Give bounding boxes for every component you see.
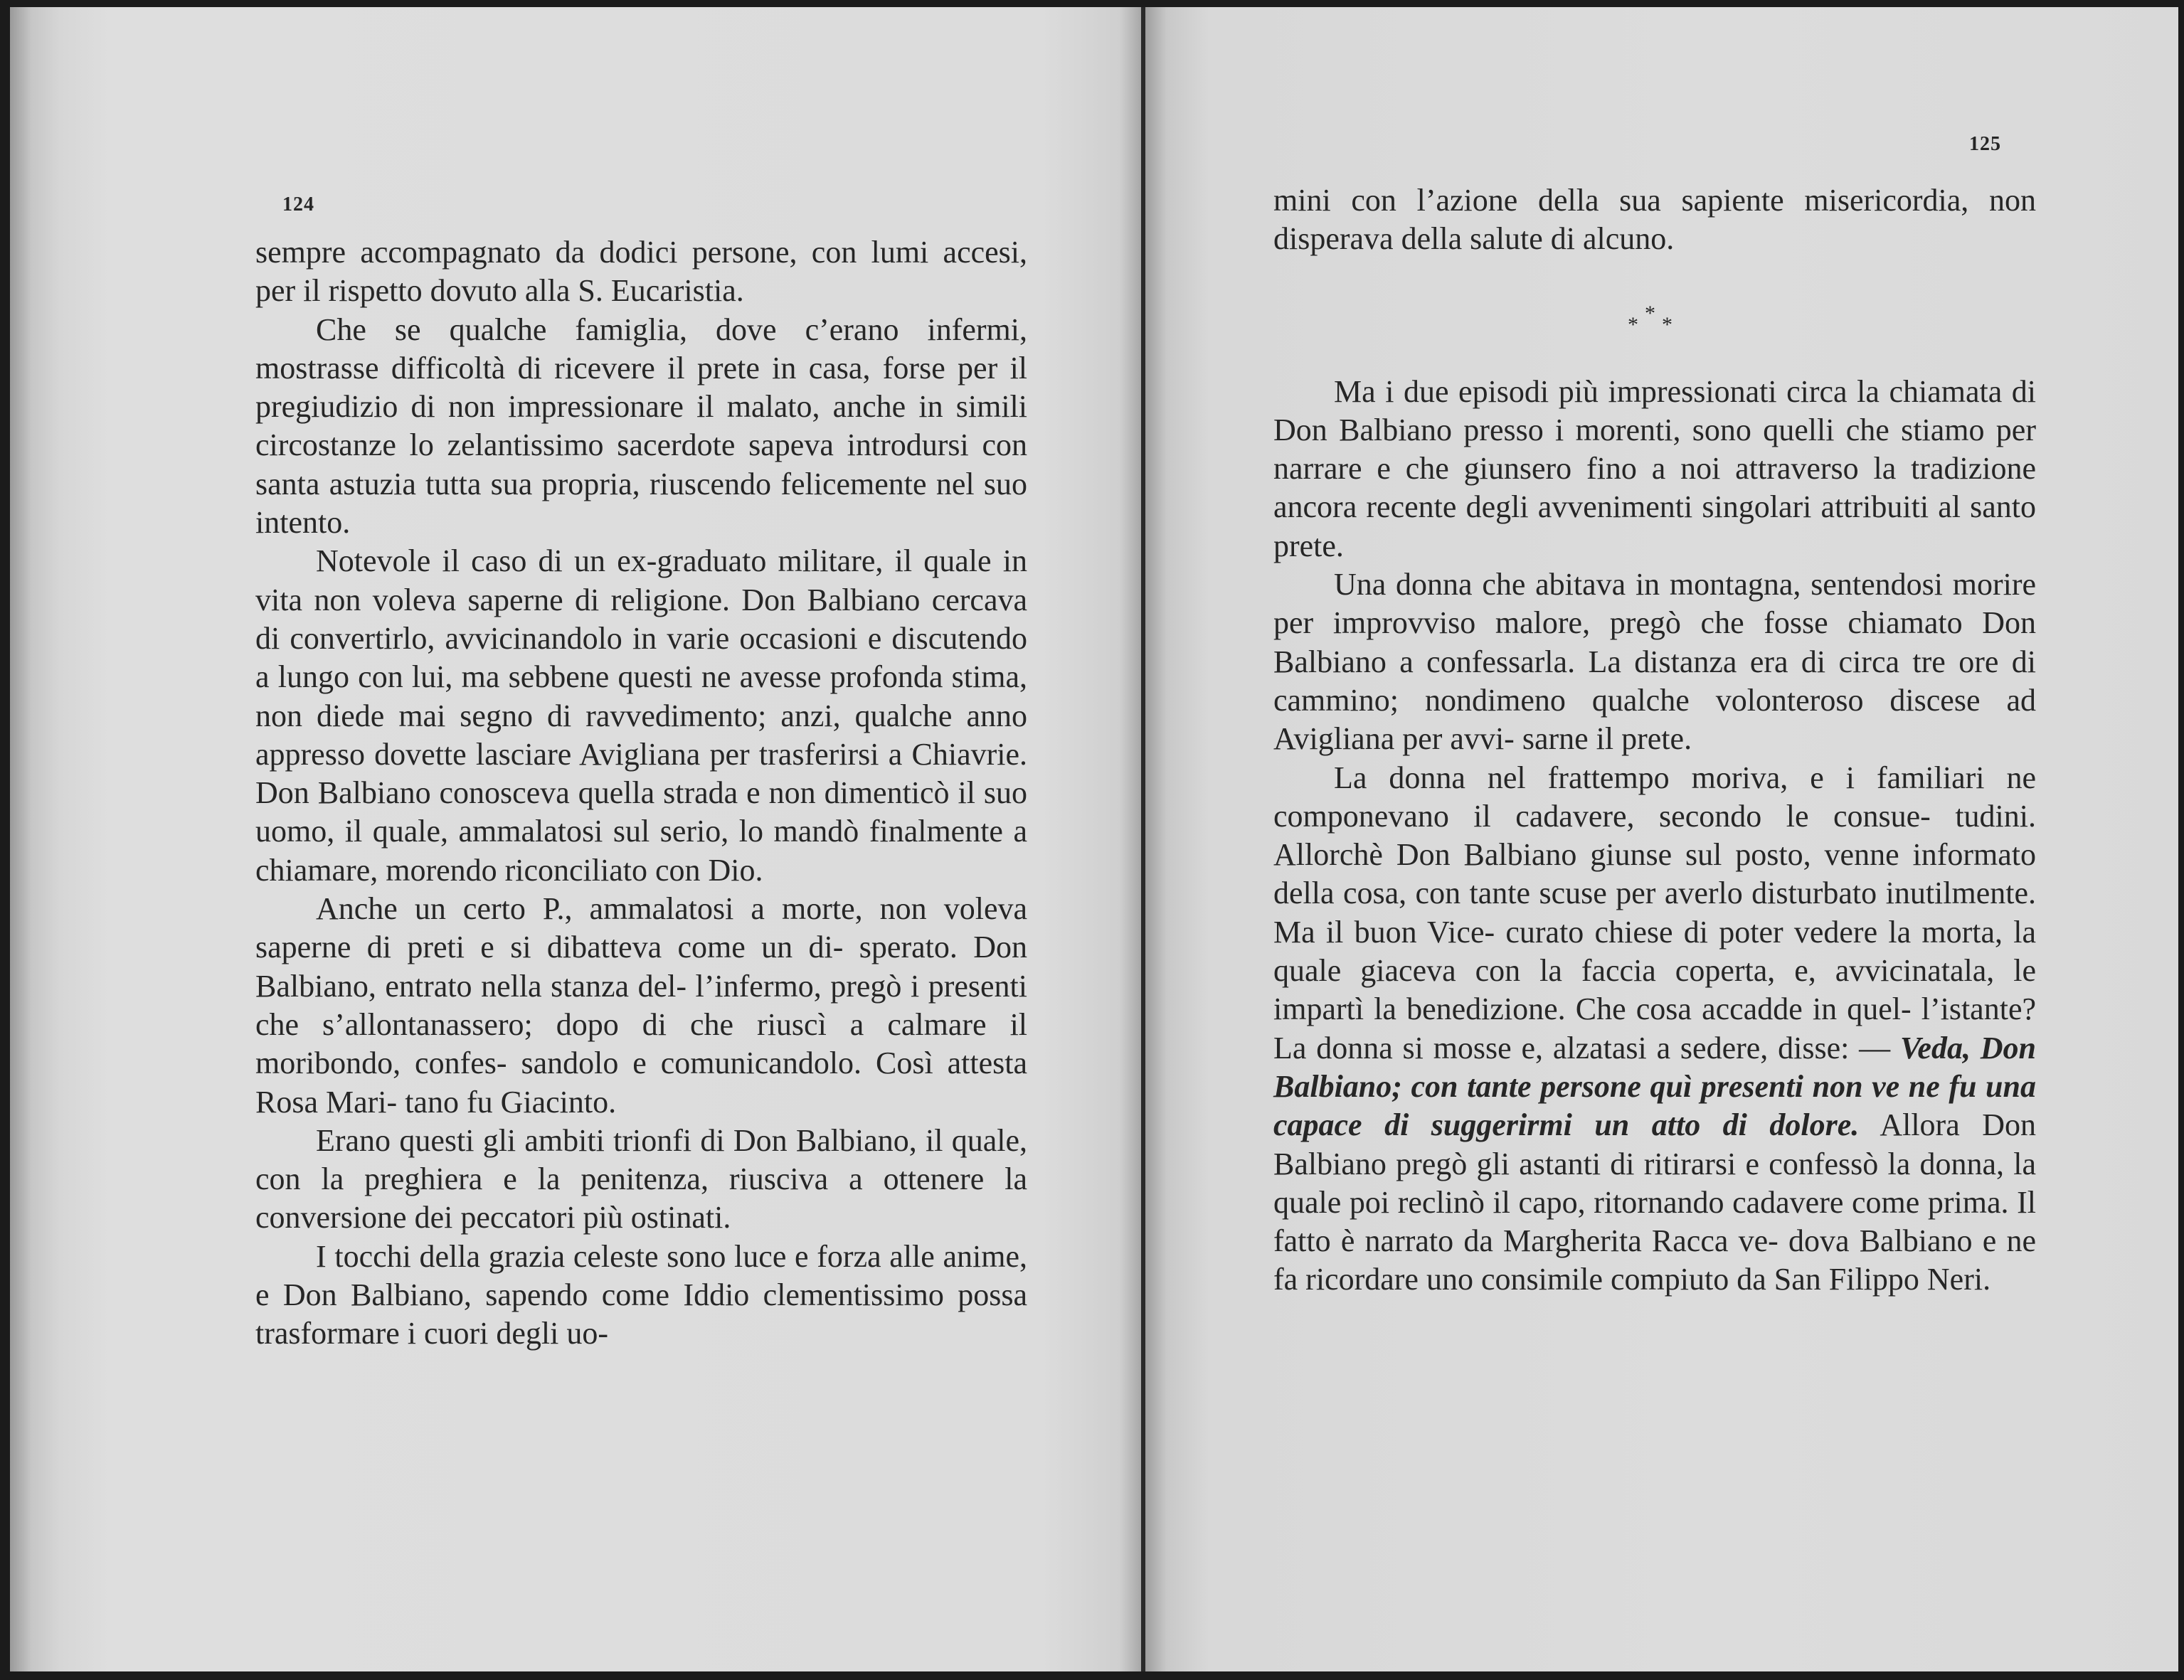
left-page xyxy=(10,7,1141,1671)
text-line: Notevole il caso di un ex-graduato militare, il xyxy=(316,543,913,579)
paragraph xyxy=(1273,759,2036,1299)
text-line: quelli che stiamo per narrare e che giunsero fino xyxy=(1273,412,2036,487)
text-line: sempre accompagnato da dodici persone, con lumi xyxy=(255,235,929,270)
text-line: ne componevano il cadavere, secondo le consue- xyxy=(1273,760,2036,834)
text-line: a Chiavrie. Don Balbiano conosceva quella strada xyxy=(255,736,1028,811)
text-line: chiamata di Don Balbiano presso i morenti, sono xyxy=(1273,373,2037,447)
text-line: Ma i due episodi più impressionati circa la xyxy=(1334,373,1880,409)
text-line: riconciliato con Dio. xyxy=(504,852,763,888)
paragraph xyxy=(255,1238,1027,1354)
text-line: poi reclinò il capo, ritornando cadavere come xyxy=(1349,1184,1920,1220)
quoted-speech: Veda, Don Balbiano; con tante persone xyxy=(1273,1030,2036,1104)
text-line: accesi, per il rispetto dovuto alla S. Eucaristia. xyxy=(255,235,1028,309)
left-page-text xyxy=(255,233,1027,1354)
text-line: a noi attraverso la tradizione ancora recente degli xyxy=(1273,451,2036,525)
text-line: Allora Don Balbiano pregò gli xyxy=(1273,1107,2036,1181)
text-line: clementissimo possa trasformare i cuori degli uo- xyxy=(255,1277,1027,1351)
text-line: varie occasioni e discutendo a lungo con lui, ma xyxy=(255,620,1027,695)
text-line: prima. Il fatto è narrato da Margherita Racca ve- xyxy=(1273,1184,2037,1259)
text-line: sacerdote sapeva introdursi con santa astuzia tutta xyxy=(255,427,1027,501)
text-line: disse: — xyxy=(1778,1030,1900,1065)
text-line: qualche volonteroso discese ad Avigliana per avvi- xyxy=(1273,682,2037,757)
text-line: era di circa tre ore di cammino; nondimeno xyxy=(1273,644,2037,718)
text-line: astanti di ritirarsi e confessò la donna, la quale xyxy=(1273,1146,2036,1220)
text-line: morire per improvviso malore, pregò che fosse xyxy=(1273,567,2037,641)
text-line: sperato. Don Balbiano, entrato nella stanza del- xyxy=(255,930,1027,1004)
text-line: tudini. Allorchè Don Balbiano giunse sul posto, xyxy=(1273,798,2036,873)
text-line: l’infermo, pregò i presenti che s’allontanassero; xyxy=(255,968,1027,1042)
quoted-speech: quì presenti non ve ne fu una capace di suggerirmi xyxy=(1273,1068,2036,1143)
text-line: chiamato Don Balbiano a confessarla. La distanza xyxy=(1273,605,2036,679)
text-line: Che se qualche famiglia, dove c’erano infermi, xyxy=(316,312,1027,347)
text-line: Balbiano cercava di convertirlo, avvicinandolo in xyxy=(255,582,1028,656)
text-line: sebbene questi ne avesse profonda stima, non diede xyxy=(255,659,1027,733)
text-line: venne informato della cosa, con tante scuse per xyxy=(1273,837,2037,911)
asterism-star: * xyxy=(1645,301,1655,325)
asterism-star: * xyxy=(1662,312,1673,336)
text-line: il quale, con la preghiera e la penitenza, riusciva xyxy=(255,1122,1027,1197)
text-line: alle anime, e Don Balbiano, sapendo come Iddio xyxy=(255,1238,1027,1313)
text-line: malato, anche in simili circostanze lo zelantissimo xyxy=(255,389,1028,463)
text-line: dova Balbiano e ne fa ricordare uno consimile xyxy=(1273,1223,2036,1297)
text-line: mini con l’azione della sua sapiente misericordia, xyxy=(1273,183,1969,218)
opening-paragraph xyxy=(1273,181,2036,259)
paragraph xyxy=(1273,565,2036,758)
text-line: avvenimenti singolari attribuiti al santo prete. xyxy=(1273,489,2037,563)
text-line: forse per il pregiudizio di non impressionare il xyxy=(255,350,1028,425)
book-spread xyxy=(10,7,2178,1671)
right-page xyxy=(1145,7,2178,1671)
text-line: curato chiese di poter vedere la morta, la quale xyxy=(1273,914,2036,989)
text-line: Anche un certo P., ammalatosi a morte, non xyxy=(316,891,927,927)
right-page-text xyxy=(1273,181,2036,1299)
paragraph xyxy=(255,311,1027,543)
text-line: l’istante? La donna si mosse e, alzatasi a sedere, xyxy=(1273,991,2036,1065)
text-line: mai segno di ravvedimento; anzi, qualche anno xyxy=(398,698,1027,733)
text-line: sul serio, lo mandò finalmente a chiamare, morendo xyxy=(255,814,1028,888)
paragraph xyxy=(255,233,1027,311)
page-number: 124 xyxy=(282,193,314,216)
text-line: voleva saperne di preti e si dibatteva come un di- xyxy=(255,891,1028,965)
text-line: sarne il prete. xyxy=(1522,721,1692,757)
paragraph xyxy=(255,1122,1027,1238)
text-line: quale in vita non voleva saperne di religione. Don xyxy=(255,543,1027,617)
text-line: non disperava della salute di alcuno. xyxy=(1273,183,2036,257)
text-line: La donna nel frattempo moriva, e i familiari xyxy=(1334,760,1985,795)
paragraph xyxy=(1273,373,2036,565)
text-line: tano fu Giacinto. xyxy=(405,1084,617,1120)
paragraph xyxy=(255,890,1027,1122)
text-line: dopo di che riuscì a calmare il moribondo, confes- xyxy=(255,1006,1028,1081)
text-line: impartì la benedizione. Che cosa accadde in quel- xyxy=(1273,991,1912,1027)
asterism-star: * xyxy=(1628,312,1638,336)
text-line: giaceva con la faccia coperta, e, avvicinatala, le xyxy=(1360,953,2037,989)
text-line: sua propria, riuscendo felicemente nel suo intento. xyxy=(255,466,1027,541)
page-number: 125 xyxy=(1969,133,2001,155)
text-line: Erano questi gli ambiti trionfi di Don Balbiano, xyxy=(316,1122,917,1158)
text-line: a ottenere la conversione dei peccatori più ostinati. xyxy=(255,1161,1027,1235)
text-line: e non dimenticò il suo uomo, il quale, ammalatosi xyxy=(255,775,1028,849)
text-line: compiuto da San Filippo Neri. xyxy=(1611,1262,1991,1297)
text-line: appresso dovette lasciare Avigliana per trasferirsi xyxy=(255,736,879,772)
text-line: Una donna che abitava in montagna, sentendosi xyxy=(1334,567,1943,602)
section-break xyxy=(1273,259,2036,373)
text-line: sandolo e comunicandolo. Così attesta Rosa Mari- xyxy=(255,1046,1028,1120)
paragraph xyxy=(255,542,1027,890)
text-line: mostrasse difficoltà di ricevere il prete in casa, xyxy=(255,350,871,386)
quoted-speech: un atto di dolore. xyxy=(1594,1107,1860,1143)
text-line: averlo disturbato inutilmente. Ma il buon Vice- xyxy=(1273,876,2036,950)
text-line: I tocchi della grazia celeste sono luce e forza xyxy=(316,1238,881,1274)
